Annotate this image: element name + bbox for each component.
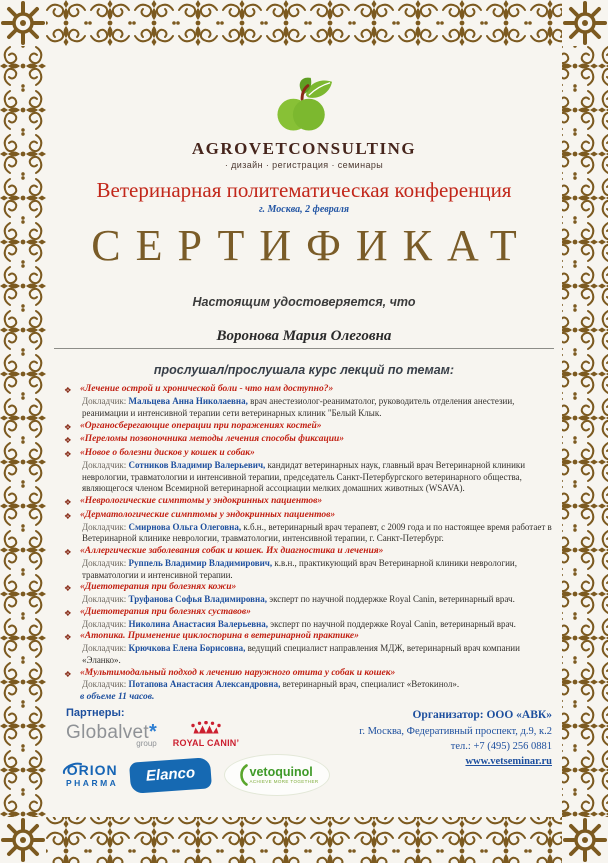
speaker-name: Мальцева Анна Николаевна, bbox=[128, 396, 251, 407]
topic-item bbox=[64, 434, 554, 447]
apple-leaf-icon bbox=[273, 76, 335, 132]
topic-bullet-icon: ❖ bbox=[64, 385, 72, 396]
topic-item bbox=[64, 582, 554, 606]
globalvet-logo bbox=[66, 722, 157, 748]
speaker-name: Николина Анастасия Валерьевна, bbox=[128, 618, 271, 629]
topic-title: «Новое о болезни дисков у кошек и собак» bbox=[80, 448, 255, 459]
topic-speaker bbox=[80, 558, 554, 581]
topic-speaker bbox=[80, 679, 459, 691]
orion-pharma-text: PHARMA bbox=[66, 777, 119, 788]
speaker-name: Потапова Анастасия Александровна, bbox=[128, 679, 283, 690]
orion-pharma-logo bbox=[66, 763, 118, 788]
speaker-name: Крючкова Елена Борисовна, bbox=[128, 643, 248, 654]
speaker-prefix: Докладчик: bbox=[82, 521, 129, 532]
footer bbox=[54, 707, 554, 796]
topic-speaker bbox=[80, 594, 515, 606]
topic-item bbox=[64, 631, 554, 666]
organizer-phone: тел.: +7 (495) 256 0881 bbox=[450, 741, 552, 753]
organizer-block bbox=[336, 707, 554, 769]
speaker-description: эксперт по научной поддержке Royal Canin, ветеринарный врач. bbox=[269, 594, 515, 605]
topic-speaker bbox=[80, 643, 554, 666]
organizer-label: Организатор: ООО «АВК» bbox=[412, 709, 552, 722]
topic-item bbox=[64, 448, 554, 495]
topic-speaker bbox=[80, 460, 554, 495]
speaker-prefix: Докладчик: bbox=[82, 643, 129, 654]
speaker-description: к.в.н., практикующий врач Ветеринарной клиники неврологии, травматологии и интенсивной терапии. bbox=[82, 557, 517, 580]
brand-tagline: · дизайн · регистрация · семинары bbox=[224, 160, 384, 170]
topic-item bbox=[64, 510, 554, 545]
topics-list bbox=[54, 384, 554, 691]
topic-speaker bbox=[80, 522, 554, 545]
topic-bullet-icon: ❖ bbox=[64, 668, 72, 679]
topic-bullet-icon: ❖ bbox=[64, 421, 72, 432]
speaker-name: Смирнова Ольга Олеговна, bbox=[128, 521, 244, 532]
elanco-logo bbox=[129, 757, 212, 794]
topic-title: «Неврологические симптомы у эндокринных пациентов» bbox=[80, 495, 323, 506]
topic-bullet-icon: ❖ bbox=[64, 449, 72, 460]
speaker-description: эксперт по научной поддержке Royal Canin, ветеринарный врач. bbox=[270, 618, 516, 629]
speaker-description: врач анестезиолог-реаниматолог, руководитель отделения анестезии, реанимации и интенсивной терапии сети ветеринарных клиник "Белый Клык. bbox=[82, 396, 515, 418]
globalvet-asterisk-icon: * bbox=[148, 720, 157, 743]
topic-bullet-icon: ❖ bbox=[64, 632, 72, 643]
topic-title: «Аллергические заболевания собак и кошек. Их диагностика и лечения» bbox=[80, 545, 384, 556]
topic-title: «Дерматологические симптомы у эндокринных пациентов» bbox=[80, 509, 336, 520]
topic-title: «Диетотерапия при болезнях кожи» bbox=[80, 582, 237, 593]
conference-location-date: г. Москва, 2 февраля bbox=[258, 204, 350, 216]
globalvet-group-text: group bbox=[136, 738, 157, 748]
certifies-text: Настоящим удостоверяется, что bbox=[192, 295, 416, 310]
orion-text: ORION bbox=[66, 761, 118, 778]
speaker-prefix: Докладчик: bbox=[82, 557, 129, 568]
topic-bullet-icon: ❖ bbox=[64, 496, 72, 507]
globalvet-text: Globalvet bbox=[66, 721, 149, 743]
topic-bullet-icon: ❖ bbox=[64, 435, 72, 446]
vetoquinol-tagline: ACHIEVE MORE TOGETHER bbox=[249, 779, 319, 785]
speaker-description: к.б.н., ветеринарный врач терапевт, с 2009 года и по настоящее время работает в Ветеринарной клинике неврологии, травматологии, интенсивной терапии, г. Санкт-Петербург. bbox=[82, 521, 552, 544]
recipient-name: Воронова Мария Олеговна bbox=[216, 328, 392, 345]
topic-speaker bbox=[80, 396, 554, 419]
topic-title: «Атопика. Применение циклоспорина в ветеринарной практике» bbox=[80, 631, 359, 642]
brand-name: AGROVETCONSULTING bbox=[191, 139, 417, 158]
topic-item bbox=[64, 421, 554, 434]
topic-title: «Мультимодальный подход к лечению наружного отита у собак и кошек» bbox=[80, 667, 396, 678]
royal-canin-crown-icon bbox=[189, 721, 223, 734]
speaker-description: ведущий специалист направления МДЖ, ветеринарный врач компании «Эланко». bbox=[82, 643, 520, 665]
speaker-prefix: Докладчик: bbox=[82, 618, 129, 629]
speaker-prefix: Докладчик: bbox=[82, 459, 129, 470]
certificate-title: СЕРТИФИКАТ bbox=[91, 221, 532, 271]
course-intro: прослушал/прослушала курс лекций по темам: bbox=[153, 363, 455, 378]
speaker-name: Сотников Владимир Валерьевич, bbox=[128, 459, 268, 470]
organizer-address: г. Москва, Федеративный проспект, д.9, к.2 bbox=[359, 725, 552, 737]
agrovetconsulting-logo bbox=[54, 76, 554, 170]
topic-bullet-icon: ❖ bbox=[64, 607, 72, 618]
topic-title: «Лечение острой и хронической боли - что нам доступно?» bbox=[80, 384, 334, 395]
conference-title: Ветеринарная политематическая конференция bbox=[96, 178, 512, 202]
speaker-name: Руппель Владимир Владимирович, bbox=[128, 557, 275, 568]
recipient-name-line bbox=[54, 327, 554, 349]
topic-item bbox=[64, 546, 554, 581]
speaker-prefix: Докладчик: bbox=[82, 396, 129, 407]
topic-bullet-icon: ❖ bbox=[64, 583, 72, 594]
partners-label: Партнеры: bbox=[66, 707, 125, 720]
topic-title: «Переломы позвоночника методы лечения способы фиксации» bbox=[80, 434, 345, 445]
duration-note: в объеме 11 часов. bbox=[80, 692, 155, 703]
topic-item bbox=[64, 607, 554, 631]
vetoquinol-text: vetoquinol bbox=[249, 764, 313, 779]
topic-title: «Органосберегающие операции при поражениях костей» bbox=[80, 420, 322, 431]
topic-title: «Диетотерапия при болезнях суставов» bbox=[80, 606, 251, 617]
speaker-prefix: Докладчик: bbox=[82, 679, 129, 690]
topic-item bbox=[64, 496, 554, 509]
topic-item bbox=[64, 384, 554, 419]
elanco-text: Elanco bbox=[145, 763, 196, 785]
speaker-prefix: Докладчик: bbox=[82, 594, 129, 605]
topic-bullet-icon: ❖ bbox=[64, 510, 72, 521]
speaker-description: кандидат ветеринарных наук, главный врач Ветеринарной клиники неврологии, травматологии и интенсивной терапии, председатель Санкт-Петербургского ветеринарного общества, являющегося членом Всемирной ветеринарной ассоциации мелких домашних животных (WSAVA). bbox=[82, 459, 526, 494]
topic-speaker bbox=[80, 619, 516, 631]
vetoquinol-logo bbox=[224, 754, 330, 796]
royal-canin-text: ROYAL CANIN’ bbox=[172, 738, 240, 749]
speaker-name: Труфанова Софья Владимировна, bbox=[128, 594, 270, 605]
topic-bullet-icon: ❖ bbox=[64, 546, 72, 557]
orion-swoosh-icon bbox=[62, 760, 82, 778]
organizer-website-link[interactable]: www.vetseminar.ru bbox=[465, 756, 552, 768]
topic-item bbox=[64, 668, 554, 692]
speaker-description: ветеринарный врач, специалист «Ветокинол». bbox=[282, 679, 460, 690]
royal-canin-logo bbox=[173, 721, 239, 748]
vetoquinol-arc-icon bbox=[235, 763, 248, 787]
partners-block bbox=[54, 707, 336, 796]
